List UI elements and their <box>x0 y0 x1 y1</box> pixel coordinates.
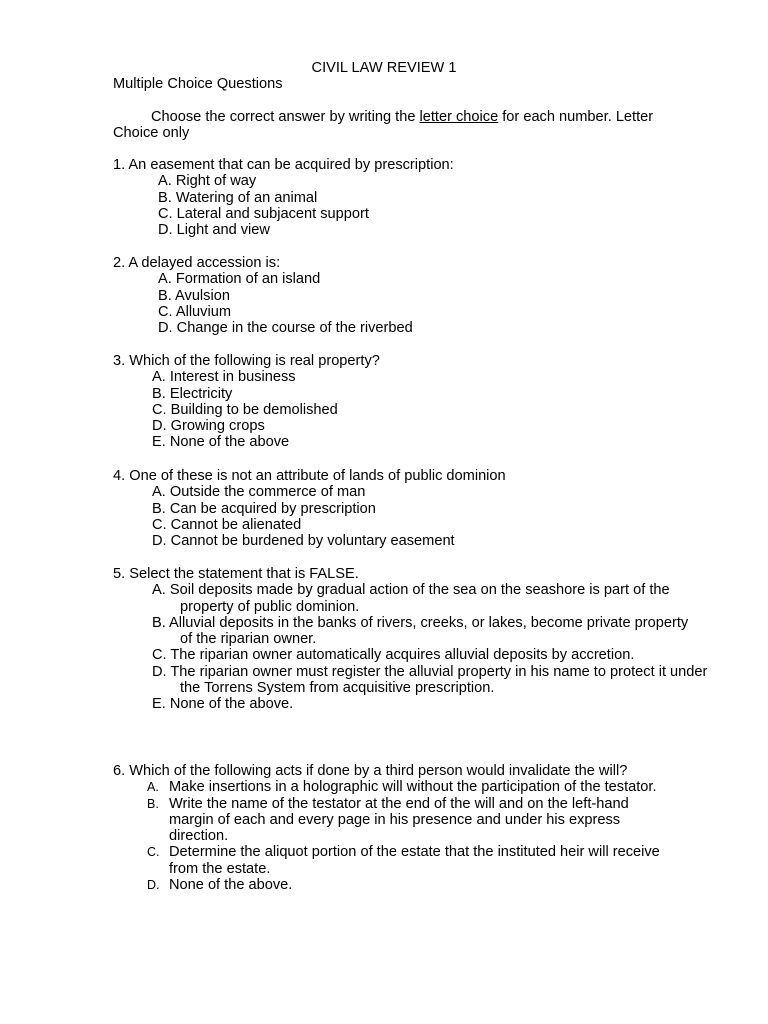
option-letter: C. <box>158 205 173 222</box>
option-letter: D. <box>152 663 167 680</box>
option-c <box>147 844 677 877</box>
option-letter: B. <box>152 385 166 402</box>
option-letter: D. <box>152 418 167 435</box>
option-b <box>147 796 677 845</box>
option-c <box>152 517 693 533</box>
option-c <box>152 647 685 663</box>
option-text: The riparian owner must register the alluvial property in his name to protect it under the Torrens System from acquisitive prescription. <box>170 663 708 697</box>
option-letter: C. <box>147 845 160 860</box>
option-letter: E. <box>152 696 166 713</box>
option-letter: B. <box>158 189 172 206</box>
question-6 <box>113 763 693 893</box>
option-text: Can be acquired by prescription <box>169 500 376 517</box>
option-a <box>152 582 697 615</box>
option-a <box>152 369 693 385</box>
option-text: Change in the course of the riverbed <box>176 320 413 337</box>
option-letter: A. <box>147 780 159 795</box>
question-4 <box>113 468 693 549</box>
option-letter: D. <box>158 320 173 337</box>
option-text: None of the above. <box>169 696 294 713</box>
option-e <box>152 434 693 450</box>
option-b <box>152 615 697 648</box>
option-d <box>147 877 677 893</box>
option-a <box>147 779 677 795</box>
option-a <box>152 484 693 500</box>
option-letter: A. <box>152 369 166 386</box>
option-text: Right of way <box>175 173 257 190</box>
option-text: Interest in business <box>169 369 296 386</box>
instructions-underlined: letter choice <box>419 109 499 125</box>
option-text: Determine the aliquot portion of the estate that the instituted heir will receive from the estate. <box>169 844 660 877</box>
option-b <box>158 190 693 206</box>
option-c <box>158 206 693 222</box>
option-text: None of the above. <box>169 877 293 894</box>
option-b <box>158 288 693 304</box>
option-text: Lateral and subjacent support <box>176 205 369 222</box>
option-text: Electricity <box>169 385 233 402</box>
option-d <box>158 222 693 238</box>
question-stem: 6. Which of the following acts if done by a third person would invalidate the will? <box>113 763 628 779</box>
option-c <box>152 402 693 418</box>
option-letter: B. <box>152 614 166 631</box>
option-letter: B. <box>147 796 159 811</box>
document-title: CIVIL LAW REVIEW 1 <box>311 60 457 76</box>
option-d <box>152 418 693 434</box>
option-letter: D. <box>152 533 167 550</box>
option-letter: C. <box>152 647 167 664</box>
option-d <box>158 320 693 336</box>
option-letter: D. <box>158 222 173 239</box>
option-a <box>158 173 693 189</box>
option-letter: C. <box>158 303 173 320</box>
option-letter: E. <box>152 434 166 451</box>
option-letter: A. <box>152 484 166 501</box>
option-e <box>152 696 697 712</box>
instructions <box>113 109 673 142</box>
option-text: Outside the commerce of man <box>169 484 366 501</box>
option-letter: A. <box>158 271 172 288</box>
option-letter: B. <box>158 287 172 304</box>
option-d <box>152 533 693 549</box>
option-text: Soil deposits made by gradual action of the sea on the seashore is part of the property of public dominion. <box>169 582 670 615</box>
option-text: Light and view <box>176 222 270 239</box>
option-b <box>152 386 693 402</box>
option-text: Avulsion <box>175 287 230 304</box>
option-b <box>152 501 693 517</box>
option-text: None of the above <box>169 434 290 451</box>
question-3 <box>113 353 693 451</box>
question-stem: 5. Select the statement that is FALSE. <box>113 566 359 582</box>
option-letter: A. <box>158 173 172 190</box>
question-5 <box>113 566 708 713</box>
instructions-text-after: for each number. Letter Choice only <box>113 109 654 142</box>
option-text: Formation of an island <box>175 271 321 288</box>
question-stem: 2. A delayed accession is: <box>113 255 281 271</box>
question-stem: 3. Which of the following is real property? <box>113 353 380 369</box>
option-text: Make insertions in a holographic will without the participation of the testator. <box>169 779 657 796</box>
option-letter: A. <box>152 582 166 599</box>
question-2 <box>113 255 693 336</box>
question-stem: 4. One of these is not an attribute of lands of public dominion <box>113 468 506 484</box>
option-text: Growing crops <box>170 418 265 435</box>
option-letter: D. <box>147 878 160 893</box>
option-text: Cannot be burdened by voluntary easement <box>170 533 455 550</box>
option-text: The riparian owner automatically acquires alluvial deposits by accretion. <box>170 647 635 664</box>
option-d <box>152 664 725 697</box>
document-subtitle: Multiple Choice Questions <box>113 76 283 92</box>
option-text: Building to be demolished <box>170 401 338 418</box>
question-1 <box>113 157 693 238</box>
option-letter: B. <box>152 500 166 517</box>
option-text: Alluvium <box>175 303 231 320</box>
option-text: Watering of an animal <box>175 189 318 206</box>
option-text: Alluvial deposits in the banks of rivers, creeks, or lakes, become private property of the riparian owner. <box>169 614 689 648</box>
instructions-text-before: Choose the correct answer by writing the <box>151 109 420 125</box>
option-c <box>158 304 693 320</box>
option-text: Cannot be alienated <box>170 516 302 533</box>
option-a <box>158 271 693 287</box>
option-text: Write the name of the testator at the end of the will and on the left-hand margin of each and every page in his presence and under his express direction. <box>169 795 629 845</box>
option-letter: C. <box>152 401 167 418</box>
option-letter: C. <box>152 516 167 533</box>
question-stem: 1. An easement that can be acquired by prescription: <box>113 157 454 173</box>
